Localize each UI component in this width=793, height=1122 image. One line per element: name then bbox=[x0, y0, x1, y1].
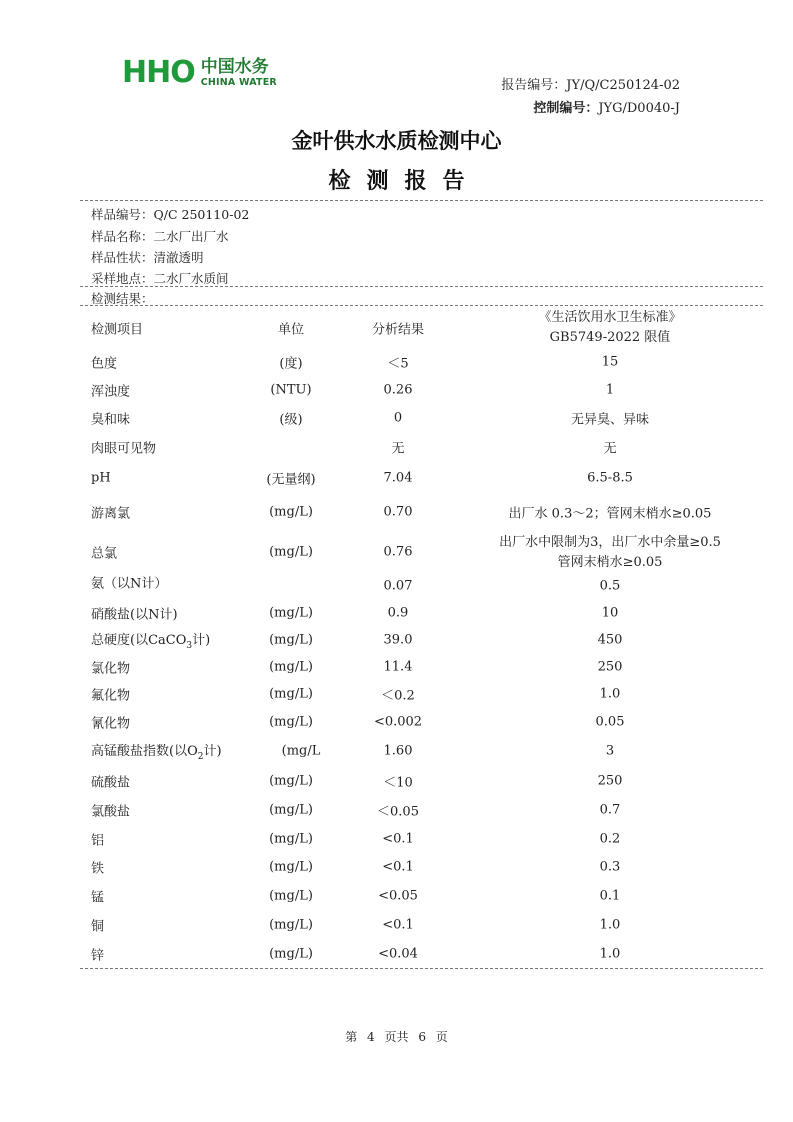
row-unit: (mg/L) bbox=[269, 859, 313, 875]
report-number-value: JY/Q/C250124-02 bbox=[566, 78, 680, 93]
results-label: 检测结果： bbox=[91, 291, 154, 306]
row-limit: 0.5 bbox=[599, 578, 621, 594]
row-item-subscript: 3 bbox=[186, 640, 193, 651]
row-result: ＜0.05 bbox=[377, 804, 419, 820]
header-item: 检测项目 bbox=[91, 322, 144, 338]
sample-location: 采样地点：二水厂水质间 bbox=[91, 271, 229, 286]
row-item: 氯酸盐 bbox=[91, 804, 131, 820]
row-limit: 3 bbox=[605, 743, 615, 759]
report-number-label: 报告编号： bbox=[501, 78, 567, 93]
header-standard-line1: 《生活饮用水卫生标准》 bbox=[538, 310, 682, 325]
report-number bbox=[501, 74, 680, 93]
divider-top bbox=[80, 200, 763, 201]
row-limit: 1.0 bbox=[599, 917, 621, 933]
row-result: <0.04 bbox=[378, 946, 418, 962]
row-limit: 250 bbox=[597, 773, 623, 789]
row-item: 铝 bbox=[91, 833, 105, 849]
logo-wordmark bbox=[200, 56, 277, 88]
row-item: 浑浊度 bbox=[91, 384, 131, 400]
row-result: 0.9 bbox=[387, 605, 409, 621]
row-item-tail: 计) bbox=[192, 633, 211, 649]
row-limit: 1.0 bbox=[599, 686, 621, 702]
row-limit: 出厂水 0.3～2；管网末梢水≥0.05 bbox=[508, 506, 712, 522]
row-item bbox=[91, 740, 222, 762]
divider-results-bottom bbox=[80, 305, 763, 306]
header-standard-line2: GB5749-2022 限值 bbox=[549, 330, 671, 345]
row-unit: (mg/L) bbox=[269, 544, 313, 560]
row-item: 肉眼可见物 bbox=[91, 441, 157, 457]
row-item: pH bbox=[91, 470, 111, 486]
row-limit: 0.1 bbox=[599, 888, 621, 904]
row-unit: (mg/L bbox=[281, 743, 321, 759]
sample-number: 样品编号：Q/C 250110-02 bbox=[91, 207, 250, 222]
row-limit: 0.7 bbox=[599, 802, 621, 818]
row-limit: 10 bbox=[601, 605, 619, 621]
row-limit: 1 bbox=[605, 382, 615, 398]
row-result: <0.1 bbox=[382, 859, 414, 875]
row-result: <0.1 bbox=[382, 831, 414, 847]
row-result: <0.002 bbox=[373, 714, 423, 730]
row-unit: (mg/L) bbox=[269, 686, 313, 702]
row-result: 0.76 bbox=[383, 544, 413, 560]
row-limit: 6.5-8.5 bbox=[587, 470, 633, 486]
row-item: 氰化物 bbox=[91, 716, 131, 732]
row-limit: 1.0 bbox=[599, 946, 621, 962]
row-result: <0.1 bbox=[382, 917, 414, 933]
row-result: ＜0.2 bbox=[381, 688, 415, 704]
row-item: 氟化物 bbox=[91, 688, 131, 704]
sample-character: 样品性状：清澈透明 bbox=[91, 250, 204, 265]
company-logo bbox=[122, 55, 277, 91]
row-unit: (mg/L) bbox=[269, 773, 313, 789]
row-unit: (mg/L) bbox=[269, 659, 313, 675]
row-item: 臭和味 bbox=[91, 412, 131, 428]
row-unit: (mg/L) bbox=[269, 714, 313, 730]
row-unit: (级) bbox=[279, 412, 303, 428]
row-limit: 250 bbox=[597, 659, 623, 675]
row-unit: (mg/L) bbox=[269, 632, 313, 648]
row-result: 39.0 bbox=[383, 632, 413, 648]
row-unit: (mg/L) bbox=[269, 888, 313, 904]
row-item: 总氯 bbox=[91, 546, 118, 562]
page-footer: 第 4 页共 6 页 bbox=[345, 1030, 448, 1044]
row-unit: (mg/L) bbox=[269, 917, 313, 933]
row-limit-line1: 出厂水中限制为3，出厂水中余量≥0.5 bbox=[499, 535, 721, 550]
row-item: 铜 bbox=[91, 919, 105, 935]
row-item-main: 高锰酸盐指数(以O bbox=[91, 744, 198, 760]
row-limit: 15 bbox=[601, 354, 619, 370]
row-item: 硝酸盐(以N计) bbox=[91, 607, 178, 623]
row-item: 铁 bbox=[91, 861, 105, 877]
control-number-label: 控制编号： bbox=[533, 101, 599, 116]
report-title: 检测报告 bbox=[328, 169, 481, 194]
row-unit: (mg/L) bbox=[269, 605, 313, 621]
row-unit: (NTU) bbox=[270, 382, 312, 398]
row-item-main: 总硬度(以CaCO bbox=[91, 633, 187, 649]
sample-name: 样品名称：二水厂出厂水 bbox=[91, 229, 229, 244]
row-result: 1.60 bbox=[383, 743, 413, 759]
row-item: 游离氯 bbox=[91, 506, 131, 522]
control-number-value: JYG/D0040-J bbox=[598, 101, 680, 116]
row-result: 0.07 bbox=[383, 578, 413, 594]
row-item: 锰 bbox=[91, 890, 105, 906]
row-item: 氨（以N计） bbox=[91, 576, 168, 592]
row-unit: (无量纲) bbox=[266, 472, 316, 488]
row-limit: 450 bbox=[597, 632, 623, 648]
row-item: 氯化物 bbox=[91, 661, 131, 677]
header-unit: 单位 bbox=[277, 322, 304, 338]
row-limit: 无异臭、异味 bbox=[570, 412, 649, 428]
row-item-tail: 计) bbox=[203, 744, 222, 760]
logo-en-text: CHINA WATER bbox=[200, 76, 277, 88]
row-item-subscript: 2 bbox=[197, 751, 204, 762]
row-unit: (mg/L) bbox=[269, 802, 313, 818]
row-item: 色度 bbox=[91, 356, 118, 372]
control-number bbox=[533, 97, 680, 116]
row-item: 锌 bbox=[91, 948, 105, 964]
logo-cn-text: 中国水务 bbox=[200, 56, 269, 77]
row-result: 11.4 bbox=[383, 659, 413, 675]
row-item: 硫酸盐 bbox=[91, 775, 131, 791]
header-result: 分析结果 bbox=[371, 322, 424, 338]
row-limit bbox=[480, 533, 740, 573]
row-result: <0.05 bbox=[378, 888, 418, 904]
header-standard bbox=[480, 308, 740, 348]
row-limit: 0.2 bbox=[599, 831, 621, 847]
row-unit: (mg/L) bbox=[269, 831, 313, 847]
logo-mark: HHO bbox=[122, 55, 195, 90]
divider-table-end bbox=[80, 968, 763, 969]
row-limit: 0.3 bbox=[599, 859, 621, 875]
row-item bbox=[91, 629, 210, 651]
row-result: ＜10 bbox=[383, 775, 413, 791]
row-unit: (度) bbox=[279, 356, 303, 372]
row-limit: 0.05 bbox=[595, 714, 625, 730]
row-result: 0 bbox=[393, 410, 403, 426]
row-result: 0.70 bbox=[383, 504, 413, 520]
row-result: 无 bbox=[391, 441, 405, 457]
org-title: 金叶供水水质检测中心 bbox=[291, 129, 502, 153]
row-result: 0.26 bbox=[383, 382, 413, 398]
row-unit: (mg/L) bbox=[269, 504, 313, 520]
row-result: 7.04 bbox=[383, 470, 413, 486]
row-limit-line2: 管网末梢水≥0.05 bbox=[557, 555, 663, 570]
row-unit: (mg/L) bbox=[269, 946, 313, 962]
row-result: ＜5 bbox=[387, 356, 409, 372]
row-limit: 无 bbox=[603, 441, 617, 457]
